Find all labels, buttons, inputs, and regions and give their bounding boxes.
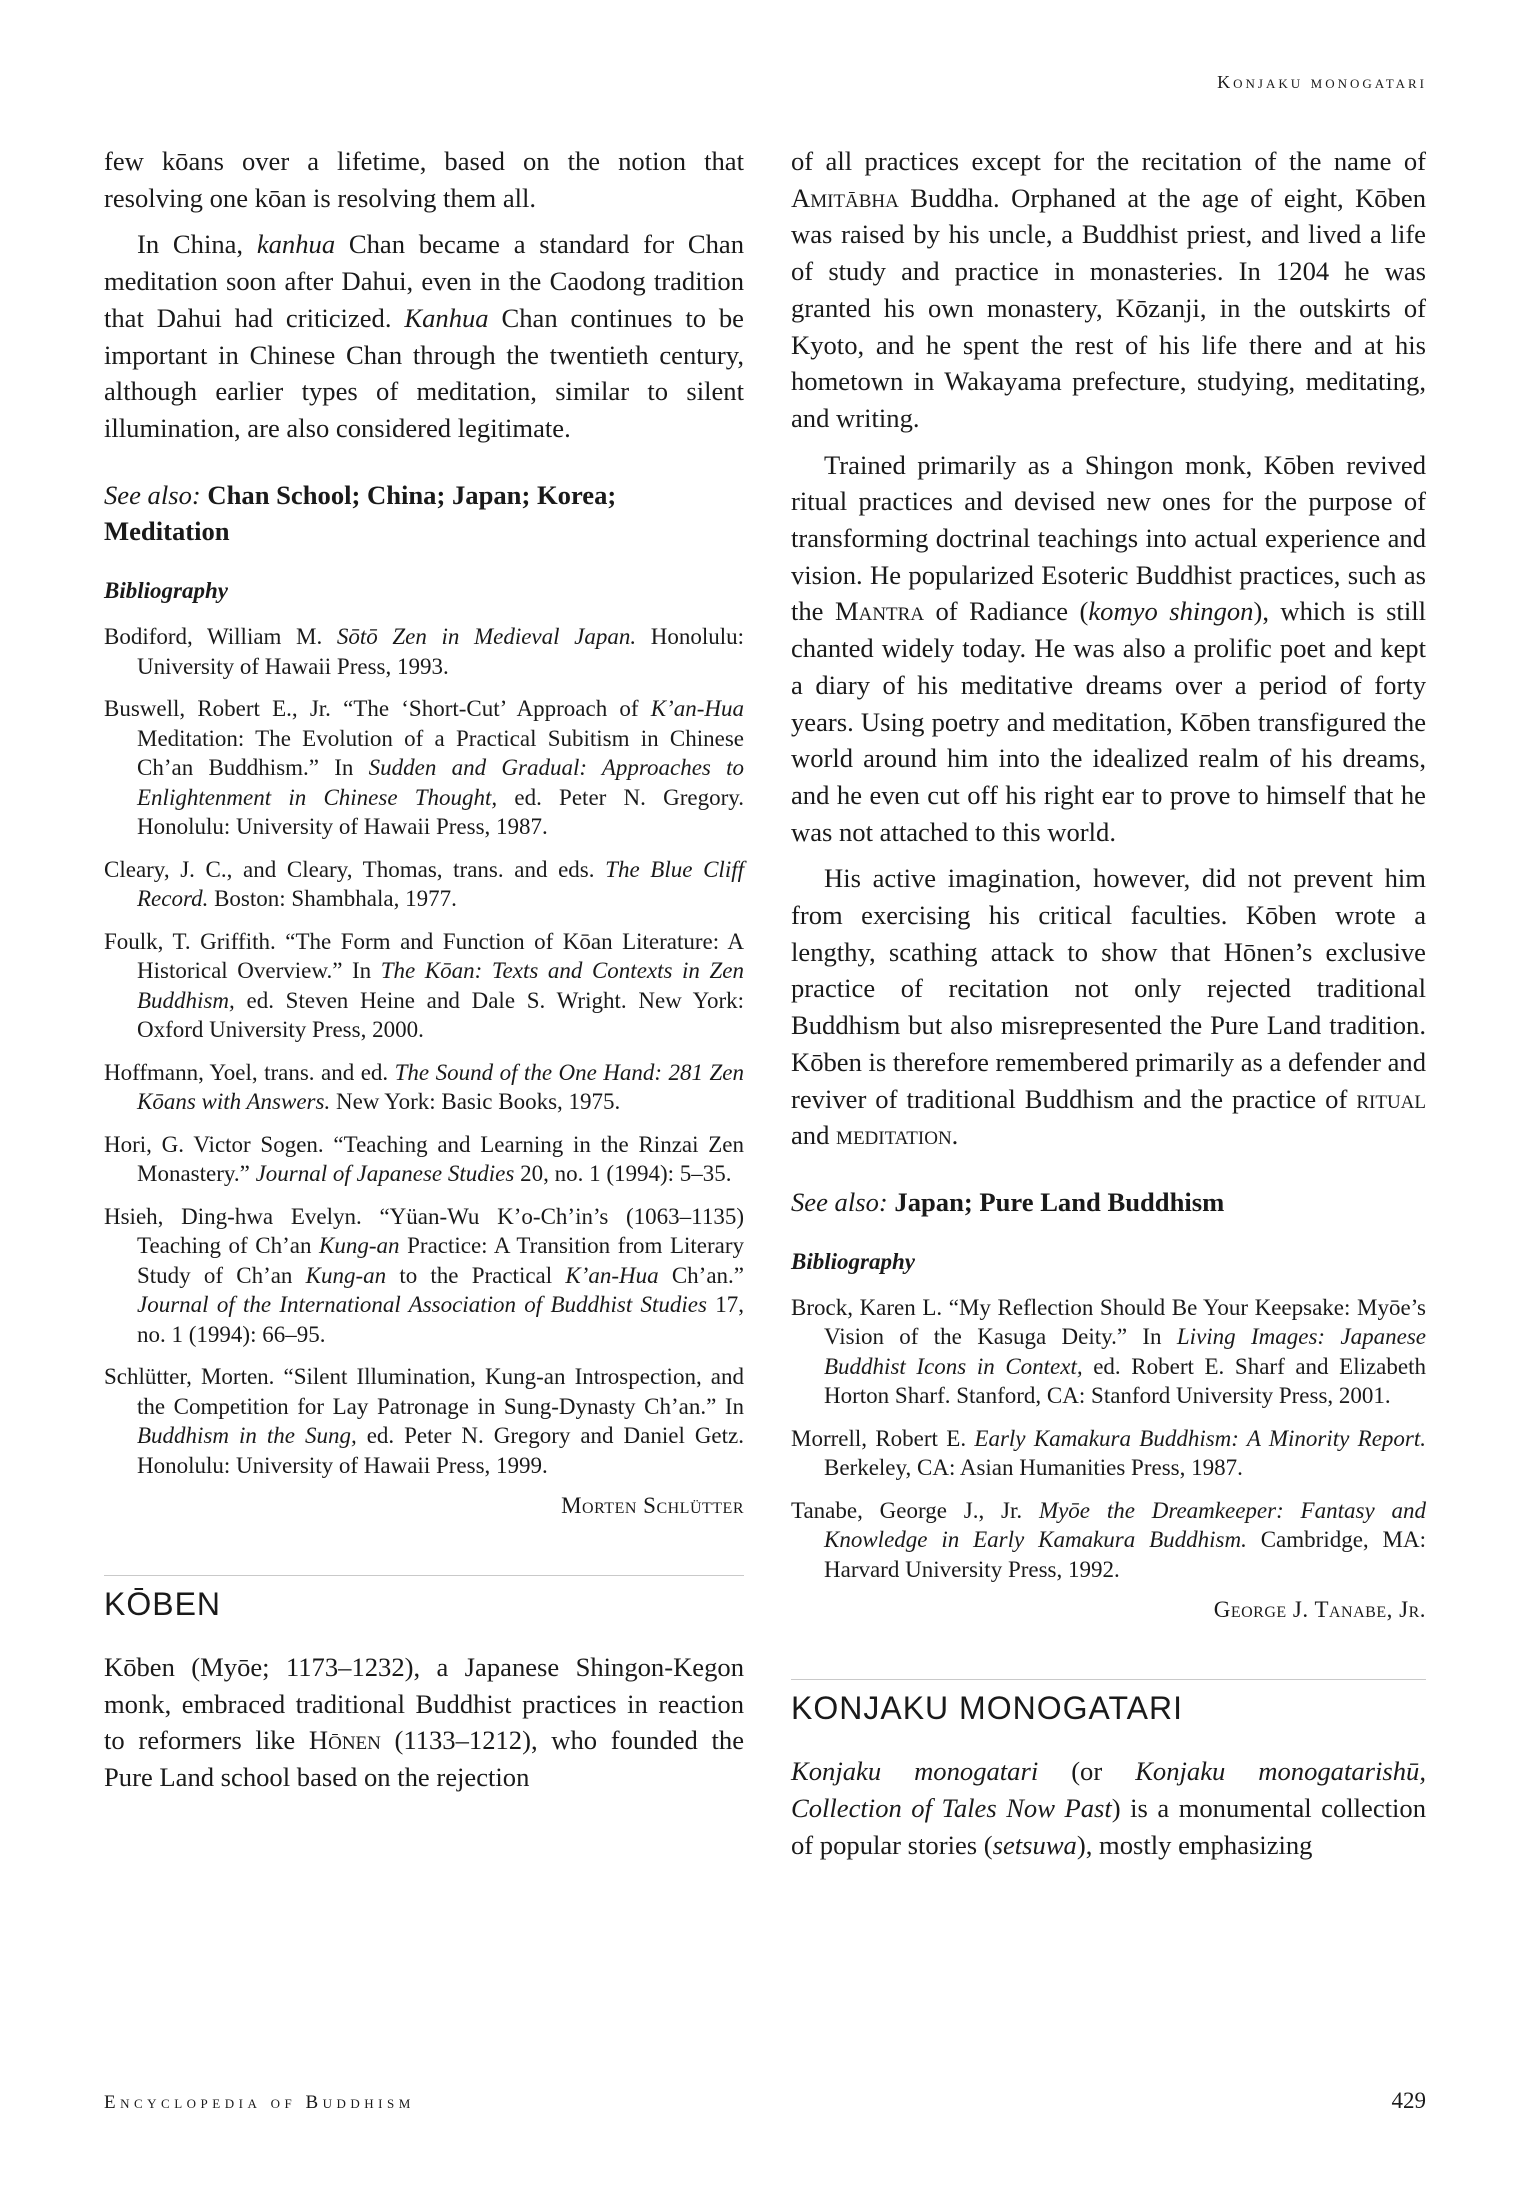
paragraph: few kōans over a lifetime, based on the notion that resolving one kōan is resolving them all. — [104, 146, 744, 213]
paragraph: His active imagination, however, did not prevent him from exercising his critical faculties. Kōben wrote a lengthy, scathing attack to show that Hōnen’s exclusive practice of recitation not only rejected traditional Buddhism but also misrepresented the Pure Land tradition. Kōben is therefore remembered primarily as a defender and reviver of traditional Buddhism and the practice of ritual and meditation. — [791, 863, 1427, 1151]
footer-title: Encyclopedia of Buddhism — [104, 2092, 415, 2113]
cross-reference[interactable]: ritual — [1356, 1083, 1426, 1114]
entry-divider — [104, 1575, 744, 1576]
see-also-label: See also: — [791, 1186, 888, 1217]
bibliography-entry: Hori, G. Victor Sogen. “Teaching and Learning in the Rinzai Zen Monastery.” Journal of Japanese Studies 20, no. 1 (1994): 5–35. — [104, 1131, 744, 1187]
article-author: George J. Tanabe, Jr. — [1213, 1597, 1426, 1623]
bibliography-heading: Bibliography — [104, 578, 228, 604]
bibliography-entry: Buswell, Robert E., Jr. “The ‘Short-Cut’ Approach of K’an-Hua Meditation: The Evolution of a Practical Subitism in Chinese Ch’an Buddhism.” In Sudden and Gradual: Approaches to Enlightenment in Chinese Thought, ed. Peter N. Gregory. Honolulu: University of Hawaii Press, 1987. — [104, 696, 744, 840]
cross-reference[interactable]: Amitābha — [791, 182, 899, 213]
see-also — [104, 477, 744, 550]
paragraph: of all practices except for the recitation of the name of Amitābha Buddha. Orphaned at the age of eight, Kōben was raised by his uncle, a Buddhist priest, and lived a life of study and practice in monasteries. In 1204 he was granted his own monastery, Kōzanji, in the outskirts of Kyoto, and he spent the rest of his life there and at his hometown in Wakayama prefecture, studying, meditating, and writing. — [791, 146, 1426, 433]
paragraph: In China, kanhua Chan became a standard for Chan meditation soon after Dahui, even in the Caodong tradition that Dahui had criticized. Kanhua Chan continues to be important in Chinese Chan through the twentieth century, although earlier types of meditation, similar to silent illumination, are also considered legitimate. — [104, 229, 744, 443]
bibliography-entry: Hsieh, Ding-hwa Evelyn. “Yüan-Wu K’o-Ch’in’s (1063–1135) Teaching of Ch’an Kung-an Practice: A Transition from Literary Study of Ch’an Kung-an to the Practical K’an-Hua Ch’an.” Journal of the International Association of Buddhist Studies 17, no. 1 (1994): 66–95. — [104, 1203, 745, 1347]
cross-reference[interactable]: Mantra — [834, 596, 925, 627]
see-also-links[interactable]: Japan; Pure Land Buddhism — [894, 1186, 1225, 1217]
bibliography-entry: Cleary, J. C., and Cleary, Thomas, trans. and eds. The Blue Cliff Record. Boston: Shambhala, 1977. — [104, 856, 744, 912]
article-author: Morten Schlütter — [561, 1493, 744, 1519]
entry-title-konjaku: KONJAKU MONOGATARI — [791, 1690, 1183, 1727]
bibliography-entry: Bodiford, William M. Sōtō Zen in Medieval Japan. Honolulu: University of Hawaii Press, 1993. — [104, 624, 744, 679]
bibliography-entry: Brock, Karen L. “My Reflection Should Be Your Keepsake: Myōe’s Vision of the Kasuga Deity.” In Living Images: Japanese Buddhist Icons in Context, ed. Robert E. Sharf and Elizabeth Horton Sharf. Stanford, CA: Stanford University Press, 2001. — [791, 1294, 1426, 1409]
paragraph: Kōben (Myōe; 1173–1232), a Japanese Shingon-Kegon monk, embraced traditional Buddhist practices in reaction to reformers like Hōnen (1133–1212), who founded the Pure Land school based on the rejection — [104, 1652, 744, 1793]
bibliography-entry: Schlütter, Morten. “Silent Illumination, Kung-an Introspection, and the Competition for Lay Patronage in Sung-Dynasty Ch’an.” In Buddhism in the Sung, ed. Peter N. Gregory and Daniel Getz. Honolulu: University of Hawaii Press, 1999. — [104, 1364, 744, 1478]
entry-divider — [791, 1679, 1426, 1680]
cross-reference[interactable]: meditation — [836, 1120, 952, 1151]
see-also-label: See also: — [104, 479, 201, 510]
page-number: 429 — [1391, 2088, 1426, 2113]
paragraph: Konjaku monogatari (or Konjaku monogatarishū, Collection of Tales Now Past) is a monumental collection of popular stories (setsuwa), mostly emphasizing — [791, 1756, 1427, 1860]
bibliography-entry: Morrell, Robert E. Early Kamakura Buddhism: A Minority Report. Berkeley, CA: Asian Humanities Press, 1987. — [791, 1425, 1426, 1481]
entry-title-koben: KŌBEN — [104, 1586, 222, 1623]
paragraph: Trained primarily as a Shingon monk, Kōben revived ritual practices and devised new ones for the purpose of transforming doctrinal teachings into actual experience and vision. He popularized Esoteric Buddhist practices, such as the Mantra of Radiance (komyo shingon), which is still chanted widely today. He was also a prolific poet and kept a diary of his meditative dreams over a period of forty years. Using poetry and meditation, Kōben transfigured the world around him into the idealized realm of his dreams, and he even cut off his right ear to prove to himself that he was not attached to this world. — [791, 449, 1426, 847]
bibliography-entry: Foulk, T. Griffith. “The Form and Function of Kōan Literature: A Historical Overview.” In The Kōan: Texts and Contexts in Zen Buddhism, ed. Steven Heine and Dale S. Wright. New York: Oxford University Press, 2000. — [104, 928, 744, 1043]
bibliography-heading: Bibliography — [791, 1248, 915, 1274]
see-also — [791, 1184, 1426, 1221]
bibliography-entry: Hoffmann, Yoel, trans. and ed. The Sound of the One Hand: 281 Zen Kōans with Answers. New York: Basic Books, 1975. — [104, 1059, 744, 1115]
bibliography-entry: Tanabe, George J., Jr. Myōe the Dreamkeeper: Fantasy and Knowledge in Early Kamakura Buddhism. Cambridge, MA: Harvard University Press, 1992. — [791, 1497, 1426, 1582]
cross-reference[interactable]: Hōnen — [308, 1725, 381, 1756]
left-column — [104, 143, 744, 1806]
right-column — [791, 143, 1426, 1873]
see-also-links[interactable]: Chan School; China; Japan; Korea; Meditation — [104, 479, 617, 547]
running-head: Konjaku monogatari — [1217, 72, 1427, 92]
